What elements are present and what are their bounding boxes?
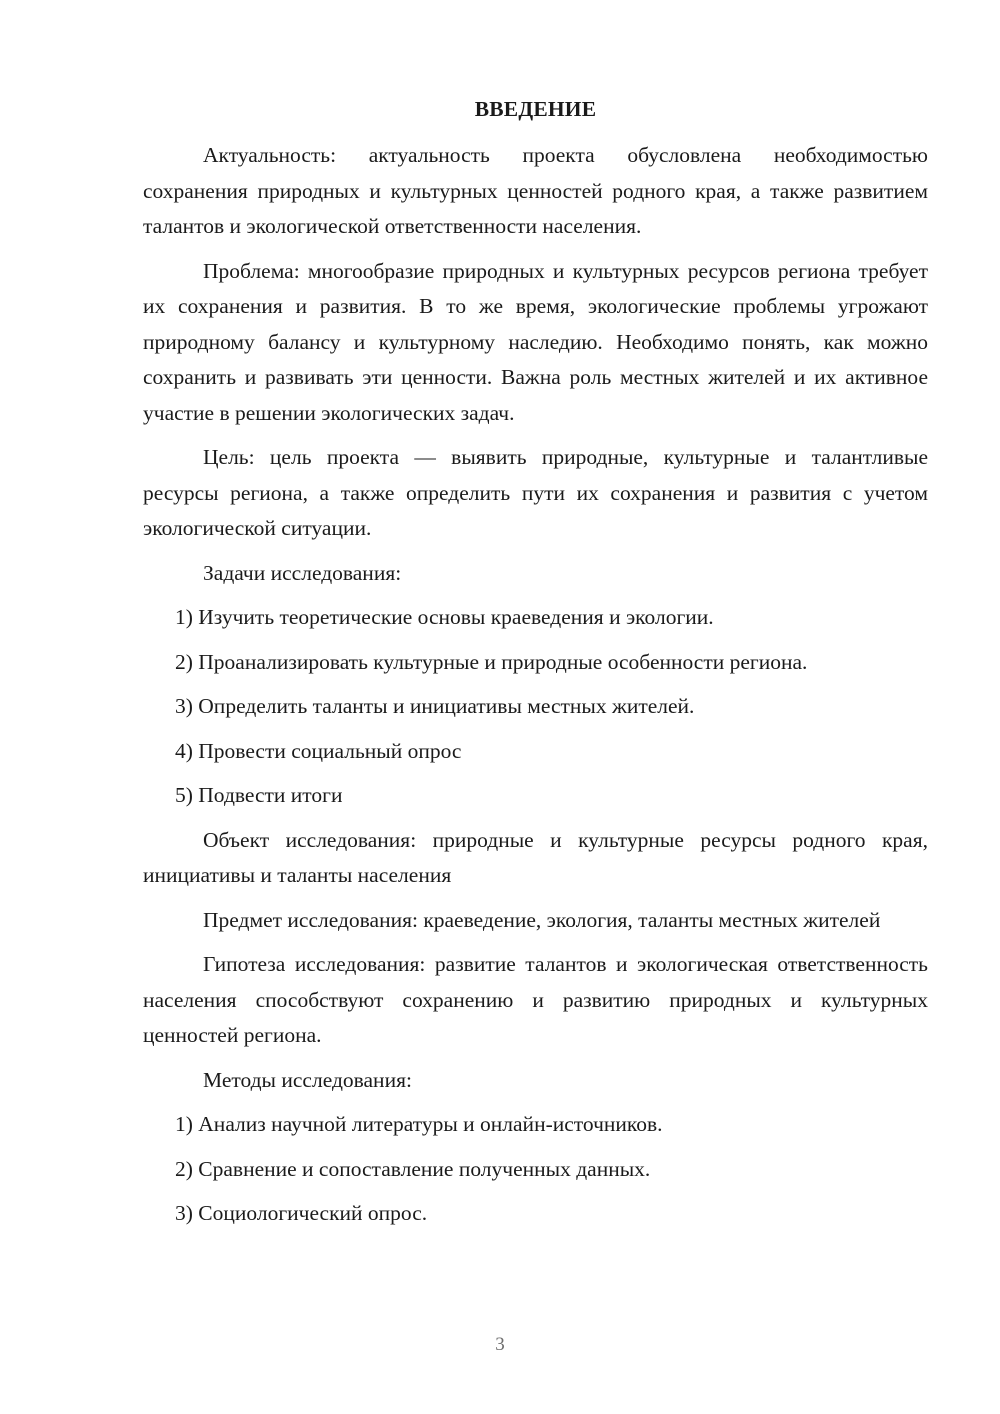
document-page bbox=[143, 88, 928, 1241]
method-item-3: 3) Социологический опрос. bbox=[175, 1201, 428, 1225]
task-item-5: 5) Подвести итоги bbox=[175, 783, 343, 807]
methods-heading: Методы исследования: bbox=[203, 1067, 412, 1092]
tasks-heading: Задачи исследования: bbox=[203, 560, 402, 585]
relevance-paragraph: Актуальность: актуальность проекта обусловлена необходимостью сохранения природных и культурных ценностей родного края, а также развитием талантов и экологической ответственности населения. bbox=[143, 143, 928, 238]
goal-paragraph: Цель: цель проекта — выявить природные, культурные и талантливые ресурсы региона, а также определить пути их сохранения и развития с учетом экологической ситуации. bbox=[143, 445, 928, 540]
method-item-2: 2) Сравнение и сопоставление полученных данных. bbox=[175, 1156, 651, 1181]
task-item-3: 3) Определить таланты и инициативы местных жителей. bbox=[175, 694, 695, 718]
section-title: ВВЕДЕНИЕ bbox=[474, 97, 597, 121]
method-item-1: 1) Анализ научной литературы и онлайн-источников. bbox=[175, 1112, 663, 1136]
hypothesis-paragraph: Гипотеза исследования: развитие талантов и экологическая ответственность населения способствуют сохранению и развитию природных и культурных ценностей региона. bbox=[143, 952, 928, 1047]
subject-paragraph: Предмет исследования: краеведение, экология, таланты местных жителей bbox=[203, 907, 881, 932]
object-paragraph: Объект исследования: природные и культурные ресурсы родного края, инициативы и таланты населения bbox=[143, 827, 928, 887]
page-number: 3 bbox=[495, 1334, 505, 1355]
problem-paragraph: Проблема: многообразие природных и культурных ресурсов региона требует их сохранения и развития. В то же время, экологические проблемы угрожают природному балансу и культурному наследию. Необходимо понять, как можно сохранить и развивать эти ценности. Важна роль местных жителей и их активное участие в решении экологических задач. bbox=[143, 258, 928, 425]
task-item-4: 4) Провести социальный опрос bbox=[175, 738, 462, 763]
task-item-1: 1) Изучить теоретические основы краеведения и экологии. bbox=[175, 605, 714, 629]
task-item-2: 2) Проанализировать культурные и природные особенности региона. bbox=[175, 649, 808, 674]
